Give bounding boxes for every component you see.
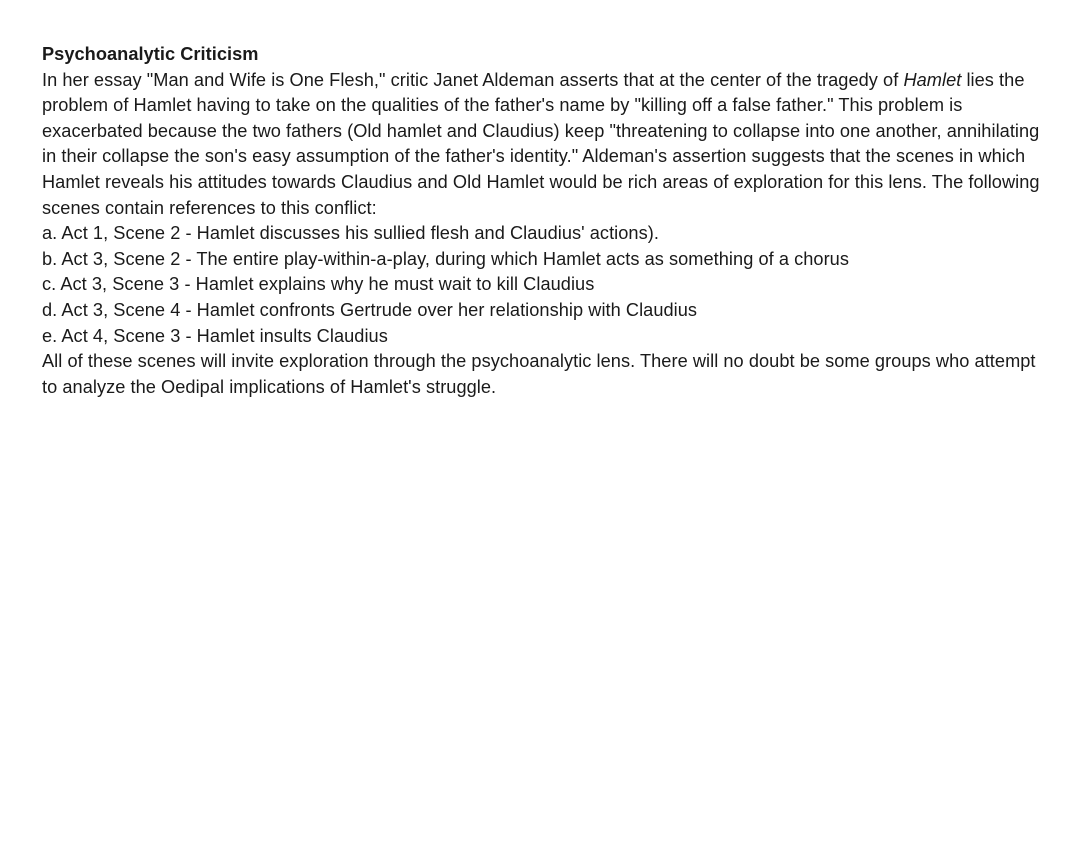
scene-item-a: a. Act 1, Scene 2 - Hamlet discusses his sullied flesh and Claudius' actions). [42, 223, 659, 244]
intro-text-part1: n her essay "Man and Wife is One Flesh," critic Janet Aldeman asserts that at the center of the tragedy of [47, 69, 904, 90]
intro-first-letter: I [42, 69, 48, 90]
intro-italic-title: Hamlet [903, 69, 962, 90]
scene-item-c: c. Act 3, Scene 3 - Hamlet explains why he must wait to kill Claudius [42, 274, 595, 295]
scene-item-e: e. Act 4, Scene 3 - Hamlet insults Claudius [42, 325, 388, 346]
scene-item-d: d. Act 3, Scene 4 - Hamlet confronts Gertrude over her relationship with Claudius [42, 299, 698, 320]
document-title: Psychoanalytic Criticism [42, 44, 259, 64]
intro-paragraph [42, 68, 1042, 222]
intro-text-part2: lies the problem of Hamlet having to take on the qualities of the father's name by "killing off a false father." This problem is exacerbated because the two fathers (Old hamlet and Claudius) keep "threatening to collapse into one another, annihilating in their collapse the son's easy assumption of the father's identity." Aldeman's assertion suggests that the scenes in which Hamlet reveals his attitudes towards Claudius and Old Hamlet would be rich areas of exploration for this lens. The following scenes contain references to this conflict: [42, 69, 1040, 218]
scene-item-b: b. Act 3, Scene 2 - The entire play-within-a-play, during which Hamlet acts as something of a chorus [42, 248, 849, 269]
scene-list [42, 221, 1042, 349]
closing-paragraph: All of these scenes will invite exploration through the psychoanalytic lens. There will no doubt be some groups who attempt to analyze the Oedipal implications of Hamlet's struggle. [42, 351, 1036, 397]
document-body [42, 42, 1042, 400]
